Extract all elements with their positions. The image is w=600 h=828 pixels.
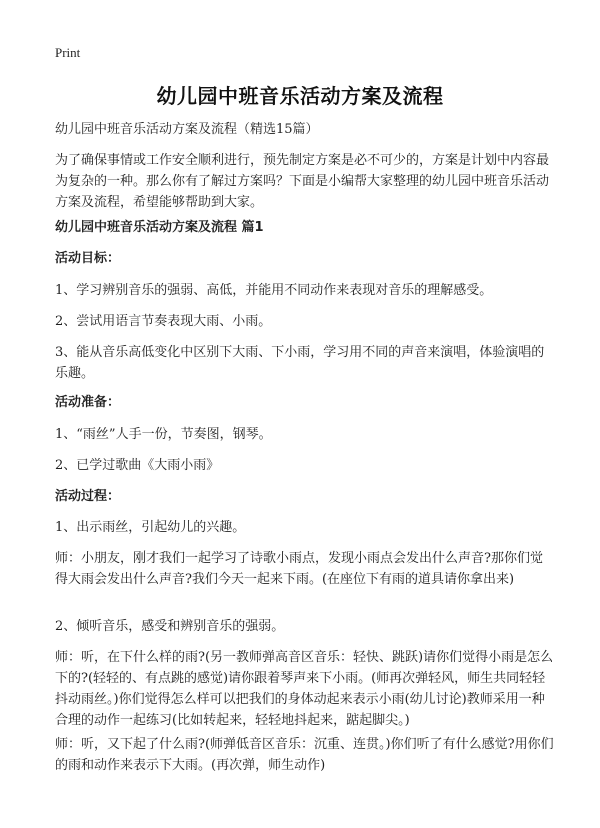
goals-heading: 活动目标： — [55, 251, 121, 266]
prep-heading: 活动准备： — [55, 395, 121, 410]
process-item: 1、出示雨丝，引起幼儿的兴趣。 — [55, 520, 246, 535]
prep-item: 1、“雨丝”人手一份，节奏图，钢琴。 — [55, 427, 272, 442]
process-item: 师：听，又下起了什么雨?(师弹低音区音乐：沉重、连贯。)你们听了有什么感觉?用你们的雨和动作来表示下大雨。(再次弹，师生动作) — [55, 737, 554, 773]
goal-item: 1、学习辨别音乐的强弱、高低，并能用不同动作来表现对音乐的理解感受。 — [55, 283, 493, 298]
process-item: 师：小朋友，刚才我们一起学习了诗歌小雨点，发现小雨点会发出什么声音?那你们觉得大雨会发出什么声音?我们今天一起来下雨。(在座位下有雨的道具请你拿出来) — [55, 551, 543, 587]
document-title: 幼儿园中班音乐活动方案及流程 — [156, 84, 444, 108]
subtitle: 幼儿园中班音乐活动方案及流程（精选15篇） — [55, 122, 319, 137]
print-label[interactable]: Print — [55, 45, 81, 60]
goal-item: 3、能从音乐高低变化中区别下大雨、下小雨，学习用不同的声音来演唱，体验演唱的乐趣。 — [55, 345, 545, 381]
section-title: 幼儿园中班音乐活动方案及流程 篇1 — [55, 220, 264, 235]
prep-item: 2、已学过歌曲《大雨小雨》 — [55, 458, 220, 473]
process-item: 2、倾听音乐，感受和辨别音乐的强弱。 — [55, 619, 285, 634]
process-heading: 活动过程： — [55, 489, 121, 504]
goal-item: 2、尝试用语言节奏表现大雨、小雨。 — [55, 314, 272, 329]
intro-paragraph: 为了确保事情或工作安全顺利进行，预先制定方案是必不可少的，方案是计划中内容最为复杂的一种。那么你有了解过方案吗？下面是小编帮大家整理的幼儿园中班音乐活动方案及流程，希望能够帮助到大家。 — [55, 153, 550, 210]
process-item: 师：听，在下什么样的雨?(另一教师弹高音区音乐：轻快、跳跃)请你们觉得小雨是怎么下的?(轻轻的、有点跳的感觉)请你跟着琴声来下小雨。(师再次弹轻风，师生共同轻轻抖动雨丝。)你们觉得怎么样可以把我们的身体动起来表示小雨(幼儿讨论)教师采用一种合理的动作一起练习(比如转起来，轻轻地抖起来，踮起脚尖。) — [55, 650, 554, 728]
